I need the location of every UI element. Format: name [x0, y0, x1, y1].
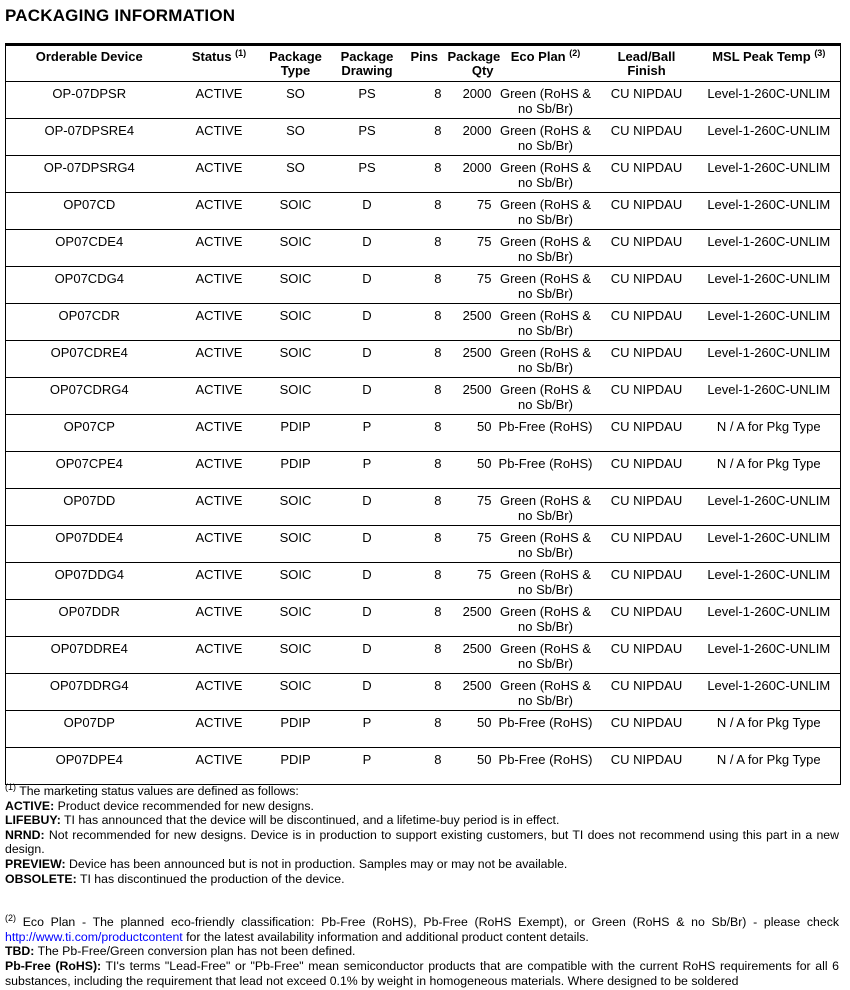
table-cell: Green (RoHS & no Sb/Br) [496, 674, 596, 711]
column-label: Status [191, 49, 232, 64]
column-header [698, 45, 841, 82]
definition-term: OBSOLETE: [5, 871, 77, 886]
table-cell: 2500 [446, 600, 496, 637]
table-cell: Level-1-260C-UNLIM [698, 489, 841, 526]
table-cell: SOIC [266, 526, 326, 563]
table-row [6, 489, 841, 526]
table-cell: Green (RoHS & no Sb/Br) [496, 267, 596, 304]
table-cell: 8 [409, 563, 446, 600]
table-cell: Pb-Free (RoHS) [496, 748, 596, 785]
table-cell: SOIC [266, 600, 326, 637]
table-cell: 50 [446, 452, 496, 489]
definition-text: Device has been announced but is not in production. Samples may or may not be available. [69, 856, 568, 871]
packaging-table [5, 43, 841, 785]
table-row [6, 193, 841, 230]
table-cell: CU NIPDAU [596, 267, 698, 304]
definition [5, 813, 839, 828]
table-cell: P [326, 748, 409, 785]
table-cell: ACTIVE [173, 230, 266, 267]
table-cell: 2500 [446, 341, 496, 378]
table-cell: CU NIPDAU [596, 452, 698, 489]
table-cell: CU NIPDAU [596, 119, 698, 156]
table-cell: ACTIVE [173, 637, 266, 674]
table-cell: OP-07DPSRE4 [6, 119, 173, 156]
column-header [446, 45, 501, 82]
table-cell: D [326, 267, 409, 304]
table-cell: OP07CDRG4 [6, 378, 173, 415]
table-cell: 75 [446, 193, 496, 230]
table-cell: PS [326, 119, 409, 156]
table-cell: D [326, 674, 409, 711]
table-cell: OP07DDE4 [6, 526, 173, 563]
table-cell: Level-1-260C-UNLIM [698, 267, 841, 304]
product-content-link[interactable]: http://www.ti.com/productcontent [5, 929, 183, 944]
table-cell: ACTIVE [173, 674, 266, 711]
definition-text: TI has announced that the device will be discontinued, and a lifetime-buy period is in effect. [64, 813, 560, 828]
table-row [6, 637, 841, 674]
table-row [6, 415, 841, 452]
table-cell: 75 [446, 563, 496, 600]
table-cell: 8 [409, 674, 446, 711]
table-cell: CU NIPDAU [596, 341, 698, 378]
table-cell: D [326, 341, 409, 378]
table-cell: OP07DPE4 [6, 748, 173, 785]
table-cell: Green (RoHS & no Sb/Br) [496, 563, 596, 600]
table-cell: 8 [409, 489, 446, 526]
table-cell: SO [266, 82, 326, 119]
footnote-text: Eco Plan - The planned eco-friendly classification: Pb-Free (RoHS), Pb-Free (RoHS Exempt), or Green (RoHS & no Sb/Br) - please check [22, 915, 840, 930]
table-cell: N / A for Pkg Type [698, 415, 841, 452]
table-row [6, 267, 841, 304]
table-cell: CU NIPDAU [596, 637, 698, 674]
table-cell: OP07DD [6, 489, 173, 526]
definition-term: LIFEBUY: [5, 813, 61, 828]
table-cell: CU NIPDAU [596, 600, 698, 637]
table-cell: OP-07DPSR [6, 82, 173, 119]
table-cell: Green (RoHS & no Sb/Br) [496, 193, 596, 230]
table-cell: OP07DDRG4 [6, 674, 173, 711]
table-cell: PS [326, 156, 409, 193]
table-cell: 2000 [446, 119, 496, 156]
column-header [173, 45, 266, 82]
table-cell: SOIC [266, 489, 326, 526]
table-cell: SO [266, 119, 326, 156]
table-cell: Green (RoHS & no Sb/Br) [496, 156, 596, 193]
column-header [409, 45, 446, 82]
table-row [6, 341, 841, 378]
table-cell: OP-07DPSRG4 [6, 156, 173, 193]
table-cell: 8 [409, 637, 446, 674]
column-label: Package Drawing [340, 49, 394, 78]
column-label: Lead/Ball Finish [617, 49, 676, 78]
table-cell: 8 [409, 341, 446, 378]
column-header [326, 45, 409, 82]
table-cell: CU NIPDAU [596, 711, 698, 748]
definition-term: NRND: [5, 827, 45, 842]
table-cell: OP07CDRE4 [6, 341, 173, 378]
footnote-2-intro [5, 915, 839, 944]
table-cell: ACTIVE [173, 156, 266, 193]
table-cell: P [326, 711, 409, 748]
table-cell: SOIC [266, 193, 326, 230]
column-label: Pins [410, 49, 438, 64]
table-cell: ACTIVE [173, 748, 266, 785]
table-cell: 8 [409, 748, 446, 785]
table-cell: Level-1-260C-UNLIM [698, 341, 841, 378]
definition [5, 799, 839, 814]
table-cell: SOIC [266, 378, 326, 415]
definition [5, 828, 839, 857]
table-cell: CU NIPDAU [596, 526, 698, 563]
table-cell: 8 [409, 119, 446, 156]
table-cell: Level-1-260C-UNLIM [698, 526, 841, 563]
footnote-text: for the latest availability information and additional product content details. [186, 929, 589, 944]
definition-text: Product device recommended for new designs. [57, 798, 314, 813]
table-cell: OP07DDR [6, 600, 173, 637]
table-cell: OP07CDE4 [6, 230, 173, 267]
table-cell: SOIC [266, 267, 326, 304]
table-cell: D [326, 230, 409, 267]
table-cell: ACTIVE [173, 711, 266, 748]
table-cell: ACTIVE [173, 341, 266, 378]
column-header [266, 45, 326, 82]
table-cell: Level-1-260C-UNLIM [698, 674, 841, 711]
table-cell: Level-1-260C-UNLIM [698, 82, 841, 119]
footnote-mark: (1) [235, 48, 247, 58]
table-row [6, 452, 841, 489]
table-cell: OP07CP [6, 415, 173, 452]
table-cell: CU NIPDAU [596, 748, 698, 785]
table-header-row [6, 45, 841, 82]
definition-text: The Pb-Free/Green conversion plan has not been defined. [37, 944, 356, 959]
table-cell: Green (RoHS & no Sb/Br) [496, 341, 596, 378]
table-cell: PDIP [266, 748, 326, 785]
table-cell: 8 [409, 82, 446, 119]
table-cell: OP07DDG4 [6, 563, 173, 600]
table-cell: Level-1-260C-UNLIM [698, 230, 841, 267]
footnote-1-intro [5, 784, 839, 799]
table-cell: SOIC [266, 563, 326, 600]
table-row [6, 748, 841, 785]
table-cell: 8 [409, 378, 446, 415]
table-cell: ACTIVE [173, 600, 266, 637]
table-cell: D [326, 304, 409, 341]
table-cell: Pb-Free (RoHS) [496, 452, 596, 489]
table-cell: CU NIPDAU [596, 304, 698, 341]
table-row [6, 674, 841, 711]
table-cell: SO [266, 156, 326, 193]
table-row [6, 82, 841, 119]
table-cell: Green (RoHS & no Sb/Br) [496, 82, 596, 119]
table-cell: CU NIPDAU [596, 563, 698, 600]
table-cell: ACTIVE [173, 489, 266, 526]
table-cell: D [326, 193, 409, 230]
column-header [596, 45, 698, 82]
table-row [6, 600, 841, 637]
table-row [6, 563, 841, 600]
table-cell: N / A for Pkg Type [698, 452, 841, 489]
table-cell: 8 [409, 526, 446, 563]
table-cell: PDIP [266, 452, 326, 489]
table-row [6, 711, 841, 748]
table-cell: ACTIVE [173, 563, 266, 600]
definition-text: TI's terms "Lead-Free" or "Pb-Free" mean semiconductor products that are compatible with the current RoHS requirements for all 6 substances, including the requirement that lead not exceed 0.1% by weight in homogeneous materials. Where designed to be soldered [5, 958, 839, 988]
table-cell: N / A for Pkg Type [698, 711, 841, 748]
table-cell: Level-1-260C-UNLIM [698, 378, 841, 415]
table-cell: 2500 [446, 637, 496, 674]
table-cell: 75 [446, 526, 496, 563]
table-cell: D [326, 489, 409, 526]
table-cell: 75 [446, 489, 496, 526]
definition-term: ACTIVE: [5, 798, 55, 813]
table-cell: Green (RoHS & no Sb/Br) [496, 489, 596, 526]
table-cell: D [326, 563, 409, 600]
table-cell: ACTIVE [173, 526, 266, 563]
table-cell: 8 [409, 711, 446, 748]
table-cell: ACTIVE [173, 452, 266, 489]
column-label: Orderable Device [35, 49, 143, 64]
footnotes [5, 784, 839, 988]
table-cell: Green (RoHS & no Sb/Br) [496, 304, 596, 341]
table-cell: 75 [446, 267, 496, 304]
table-cell: D [326, 637, 409, 674]
footnote-mark: (3) [814, 48, 826, 58]
table-cell: SOIC [266, 230, 326, 267]
table-row [6, 119, 841, 156]
table-row [6, 378, 841, 415]
table-cell: D [326, 378, 409, 415]
table-cell: 8 [409, 156, 446, 193]
table-cell: P [326, 452, 409, 489]
table-cell: 8 [409, 452, 446, 489]
table-cell: Level-1-260C-UNLIM [698, 563, 841, 600]
table-cell: P [326, 415, 409, 452]
table-cell: OP07CPE4 [6, 452, 173, 489]
column-label: MSL Peak Temp [712, 49, 811, 64]
definition-term: PREVIEW: [5, 856, 66, 871]
column-header [496, 45, 596, 82]
table-cell: PDIP [266, 711, 326, 748]
column-label: Package Type [269, 49, 322, 78]
table-cell: SOIC [266, 304, 326, 341]
table-cell: 50 [446, 711, 496, 748]
table-cell: OP07CDR [6, 304, 173, 341]
definition-term: TBD: [5, 944, 35, 959]
definition-term: Pb-Free (RoHS): [5, 958, 102, 973]
table-cell: SOIC [266, 341, 326, 378]
table-cell: 8 [409, 415, 446, 452]
table-cell: Level-1-260C-UNLIM [698, 156, 841, 193]
footnote-mark: (2) [5, 913, 16, 924]
table-cell: D [326, 526, 409, 563]
table-cell: 2500 [446, 378, 496, 415]
definition [5, 944, 839, 959]
table-cell: ACTIVE [173, 82, 266, 119]
table-row [6, 526, 841, 563]
table-cell: 8 [409, 230, 446, 267]
table-cell: ACTIVE [173, 119, 266, 156]
definition-text: Not recommended for new designs. Device is in production to support existing customers, but TI does not recommend using this part in a new design. [5, 827, 840, 857]
table-cell: Green (RoHS & no Sb/Br) [496, 378, 596, 415]
table-cell: PS [326, 82, 409, 119]
table-cell: ACTIVE [173, 193, 266, 230]
table-cell: 50 [446, 748, 496, 785]
table-cell: CU NIPDAU [596, 82, 698, 119]
table-cell: N / A for Pkg Type [698, 748, 841, 785]
table-cell: CU NIPDAU [596, 415, 698, 452]
table-cell: PDIP [266, 415, 326, 452]
table-cell: 8 [409, 267, 446, 304]
table-cell: CU NIPDAU [596, 156, 698, 193]
table-cell: ACTIVE [173, 415, 266, 452]
column-header [6, 45, 173, 82]
table-cell: 2500 [446, 304, 496, 341]
table-cell: Level-1-260C-UNLIM [698, 193, 841, 230]
column-label: Package Qty [447, 49, 501, 78]
table-row [6, 230, 841, 267]
table-cell: ACTIVE [173, 304, 266, 341]
table-cell: 2500 [446, 674, 496, 711]
definition [5, 959, 839, 988]
footnote-mark: (1) [5, 782, 16, 792]
table-cell: 8 [409, 304, 446, 341]
table-cell: 8 [409, 600, 446, 637]
table-cell: CU NIPDAU [596, 193, 698, 230]
footnote-text: The marketing status values are defined as follows: [19, 784, 299, 798]
table-cell: CU NIPDAU [596, 674, 698, 711]
table-cell: Green (RoHS & no Sb/Br) [496, 526, 596, 563]
table-cell: Pb-Free (RoHS) [496, 711, 596, 748]
table-cell: 75 [446, 230, 496, 267]
table-cell: Level-1-260C-UNLIM [698, 600, 841, 637]
table-cell: CU NIPDAU [596, 489, 698, 526]
table-cell: Level-1-260C-UNLIM [698, 304, 841, 341]
page-title: PACKAGING INFORMATION [5, 6, 236, 25]
table-cell: Level-1-260C-UNLIM [698, 637, 841, 674]
table-cell: OP07CD [6, 193, 173, 230]
table-cell: Green (RoHS & no Sb/Br) [496, 600, 596, 637]
table-cell: ACTIVE [173, 378, 266, 415]
table-cell: OP07DP [6, 711, 173, 748]
table-cell: Level-1-260C-UNLIM [698, 119, 841, 156]
table-cell: SOIC [266, 637, 326, 674]
table-cell: SOIC [266, 674, 326, 711]
definition [5, 857, 839, 872]
table-cell: CU NIPDAU [596, 378, 698, 415]
table-cell: D [326, 600, 409, 637]
table-cell: CU NIPDAU [596, 230, 698, 267]
table-cell: 8 [409, 193, 446, 230]
table-cell: OP07DDRE4 [6, 637, 173, 674]
table-cell: OP07CDG4 [6, 267, 173, 304]
footnote-mark: (2) [569, 48, 581, 58]
table-row [6, 304, 841, 341]
table-cell: Green (RoHS & no Sb/Br) [496, 230, 596, 267]
definition-text: TI has discontinued the production of the device. [79, 871, 345, 886]
table-cell: 50 [446, 415, 496, 452]
table-cell: ACTIVE [173, 267, 266, 304]
table-cell: Pb-Free (RoHS) [496, 415, 596, 452]
table-row [6, 156, 841, 193]
definition [5, 872, 839, 887]
column-label: Eco Plan [510, 49, 566, 64]
table-cell: Green (RoHS & no Sb/Br) [496, 637, 596, 674]
table-cell: Green (RoHS & no Sb/Br) [496, 119, 596, 156]
table-cell: 2000 [446, 156, 496, 193]
table-cell: 2000 [446, 82, 496, 119]
